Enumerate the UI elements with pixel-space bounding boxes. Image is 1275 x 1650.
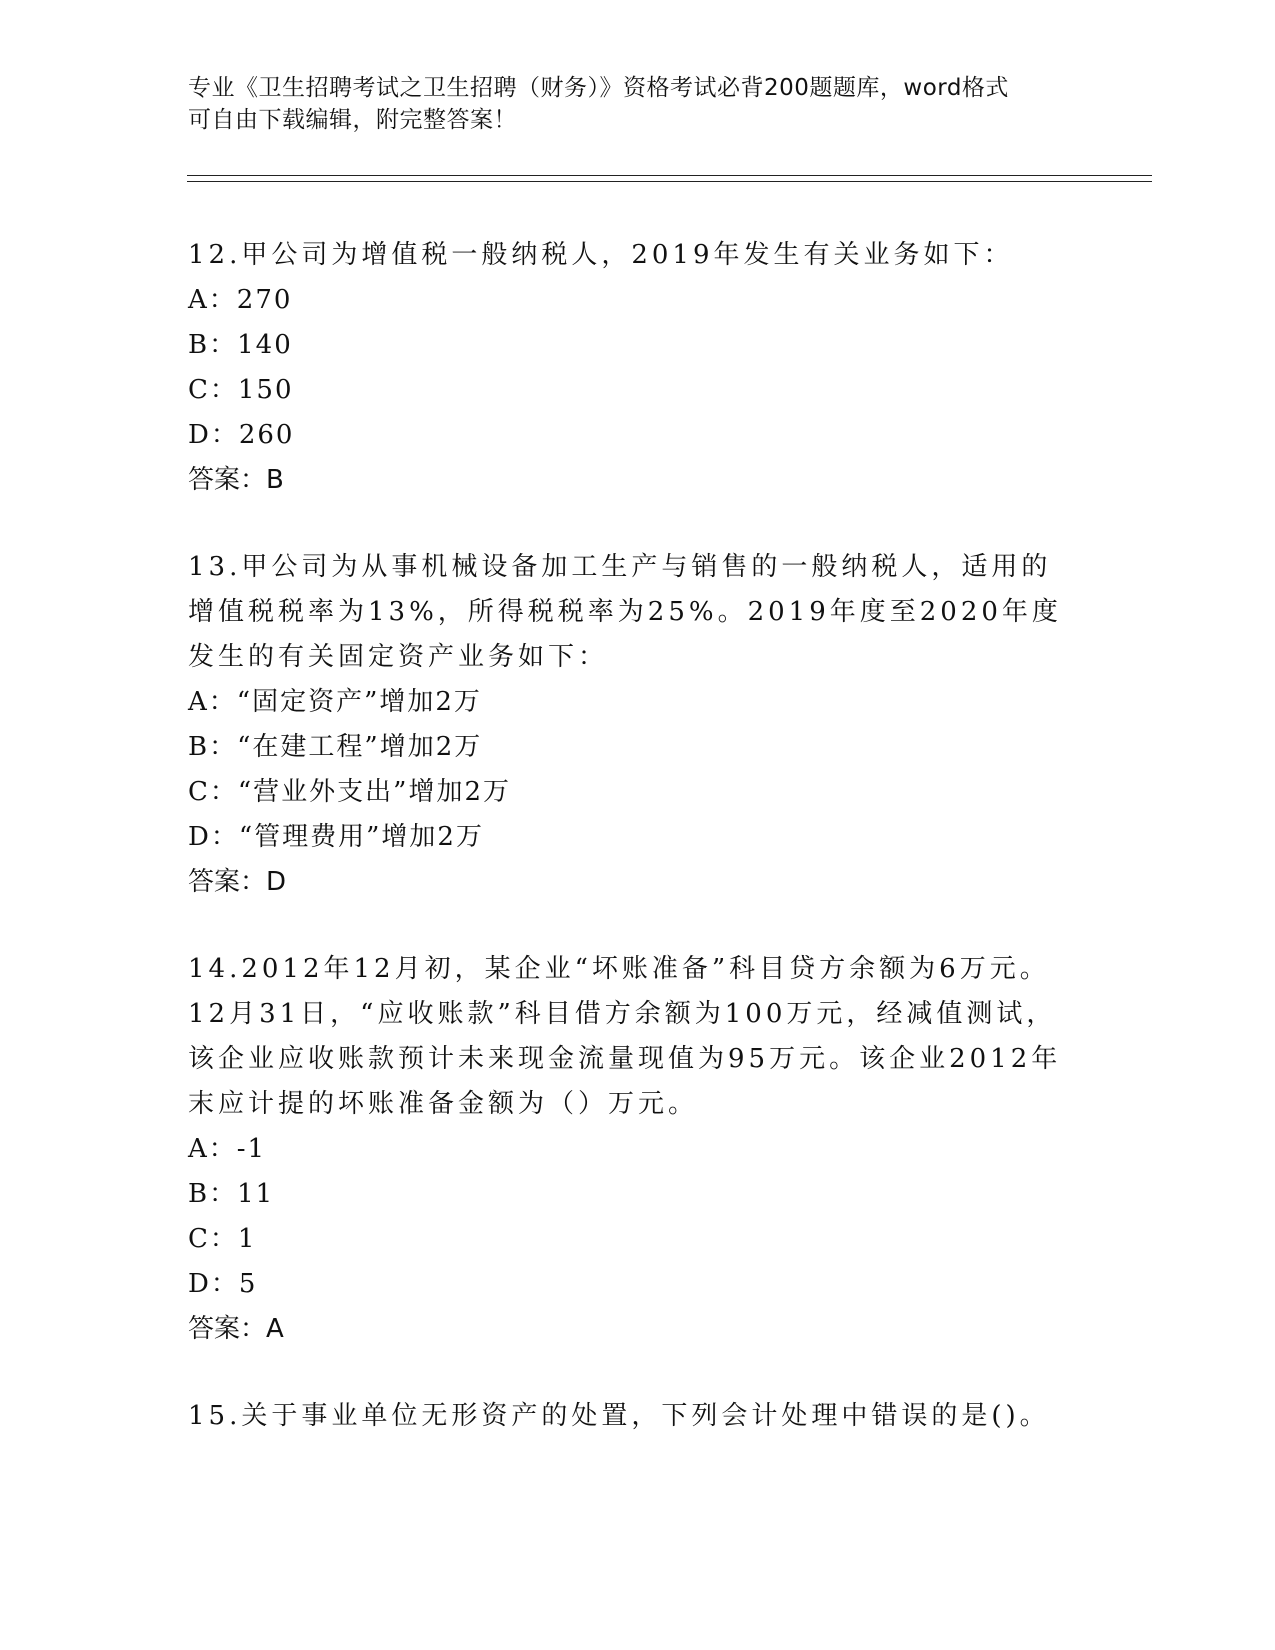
header-divider-top xyxy=(187,175,1152,176)
answer-line: 答案：A xyxy=(188,1314,284,1344)
option-b: B：11 xyxy=(188,1179,275,1209)
option-c: C：150 xyxy=(188,375,294,405)
answer-line: 答案：D xyxy=(188,867,287,897)
option-c: C：1 xyxy=(188,1224,257,1254)
question-stem: 14.2012年12月初，某企业“坏账准备”科目贷方余额为6万元。12月31日，“应收账款”科目借方余额为100万元，经减值测试，该企业应收账款预计未来现金流量现值为95万元。该企业2012年末应计提的坏账准备金额为（）万元。 xyxy=(188,954,1062,1119)
option-b: B：140 xyxy=(188,330,293,360)
question-12 xyxy=(188,233,1078,503)
option-d: D：“管理费用”增加2万 xyxy=(188,822,484,852)
header-divider-bottom xyxy=(187,181,1152,182)
option-b: B：“在建工程”增加2万 xyxy=(188,732,483,762)
option-d: D：260 xyxy=(188,420,295,450)
answer-line: 答案：B xyxy=(188,465,284,495)
question-15 xyxy=(188,1394,1078,1439)
option-a: A：“固定资产”增加2万 xyxy=(188,687,482,717)
header-line-1: 专业《卫生招聘考试之卫生招聘（财务）》资格考试必背200题题库，word格式 xyxy=(188,75,1009,101)
question-13 xyxy=(188,545,1078,905)
option-c: C：“营业外支出”增加2万 xyxy=(188,777,512,807)
question-list xyxy=(188,233,1078,1481)
option-a: A：270 xyxy=(188,285,293,315)
option-d: D：5 xyxy=(188,1269,258,1299)
document-header xyxy=(188,72,1068,136)
header-line-2: 可自由下载编辑，附完整答案！ xyxy=(188,107,517,133)
question-stem: 12.甲公司为增值税一般纳税人，2019年发生有关业务如下： xyxy=(188,240,1014,270)
question-14 xyxy=(188,947,1078,1352)
option-a: A：-1 xyxy=(188,1134,267,1164)
question-stem: 15.关于事业单位无形资产的处置，下列会计处理中错误的是()。 xyxy=(188,1401,1050,1431)
question-stem: 13.甲公司为从事机械设备加工生产与销售的一般纳税人，适用的增值税税率为13%，所得税税率为25%。2019年度至2020年度发生的有关固定资产业务如下： xyxy=(188,552,1062,672)
